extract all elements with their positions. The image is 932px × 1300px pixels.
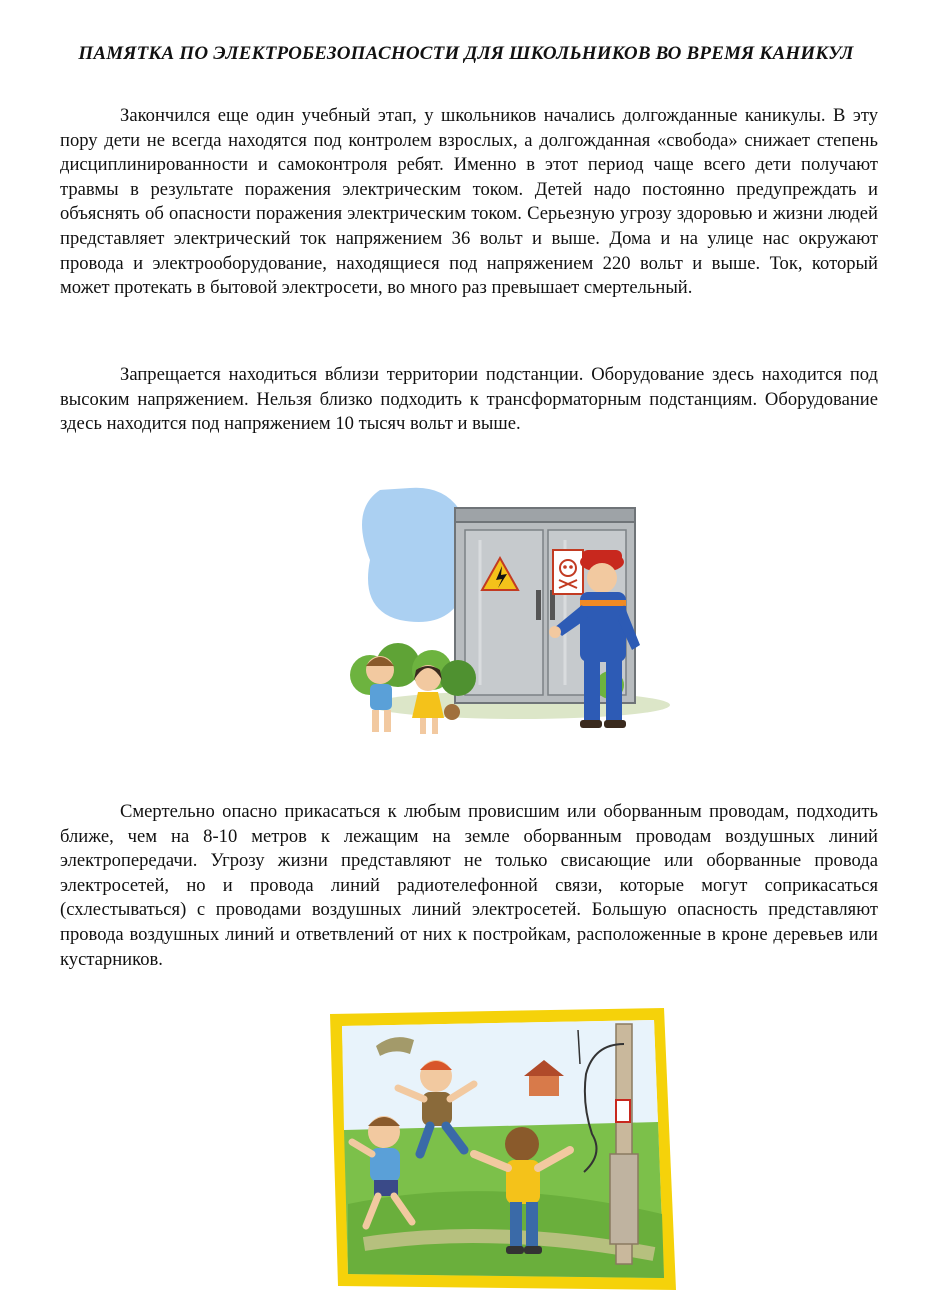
- paragraph-wires: Смертельно опасно прикасаться к любым провисшим или оборванным проводам, подходить ближе, чем на 8-10 метров к лежащим на земле оборванным проводам воздушных линий электропередачи. Угрозу жизни представляют не только свисающие или оборванные провода электросетей, но и провода линий радиотелефонной связи, которые могут соприкасаться (схлестываться) с проводами воздушных линий электросетей. Большую опасность представляют провода воздушных линий и ответвлений от них к постройкам, расположенные в кроне деревьев или кустарников.: [60, 801, 878, 970]
- paragraph-substation: Запрещается находиться вблизи территории подстанции. Оборудование здесь находится под высоким напряжением. Нельзя близко подходить к трансформаторным подстанциям. Оборудование здесь находится под напряжением 10 тысяч вольт и выше.: [60, 364, 878, 435]
- document-title: ПАМЯТКА ПО ЭЛЕКТРОБЕЗОПАСНОСТИ ДЛЯ ШКОЛЬНИКОВ ВО ВРЕМЯ КАНИКУЛ: [78, 43, 854, 64]
- paragraph-intro: Закончился еще один учебный этап, у школьников начались долгожданные каникулы. В эту пору дети не всегда находятся под контролем взрослых, а долгожданная «свобода» снижает степень дисциплинированности и самоконтроля ребят. Именно в этот период чаще всего дети получают травмы в результате поражения электрическим током. Детей надо постоянно предупреждать и объяснять об опасности поражения электрическим током. Серьезную угрозу здоровью и жизни людей представляет электрический ток напряжением 36 вольт и выше. Дома и на улице нас окружают провода и электрооборудование, находящиеся под напряжением 220 вольт и выше. Ток, который может протекать в бытовой электросети, во много раз превышает смертельный.: [60, 105, 878, 299]
- skull-danger-icon: [553, 550, 583, 594]
- substation-illustration: [340, 480, 670, 748]
- fallen-wires-illustration: [324, 1004, 684, 1294]
